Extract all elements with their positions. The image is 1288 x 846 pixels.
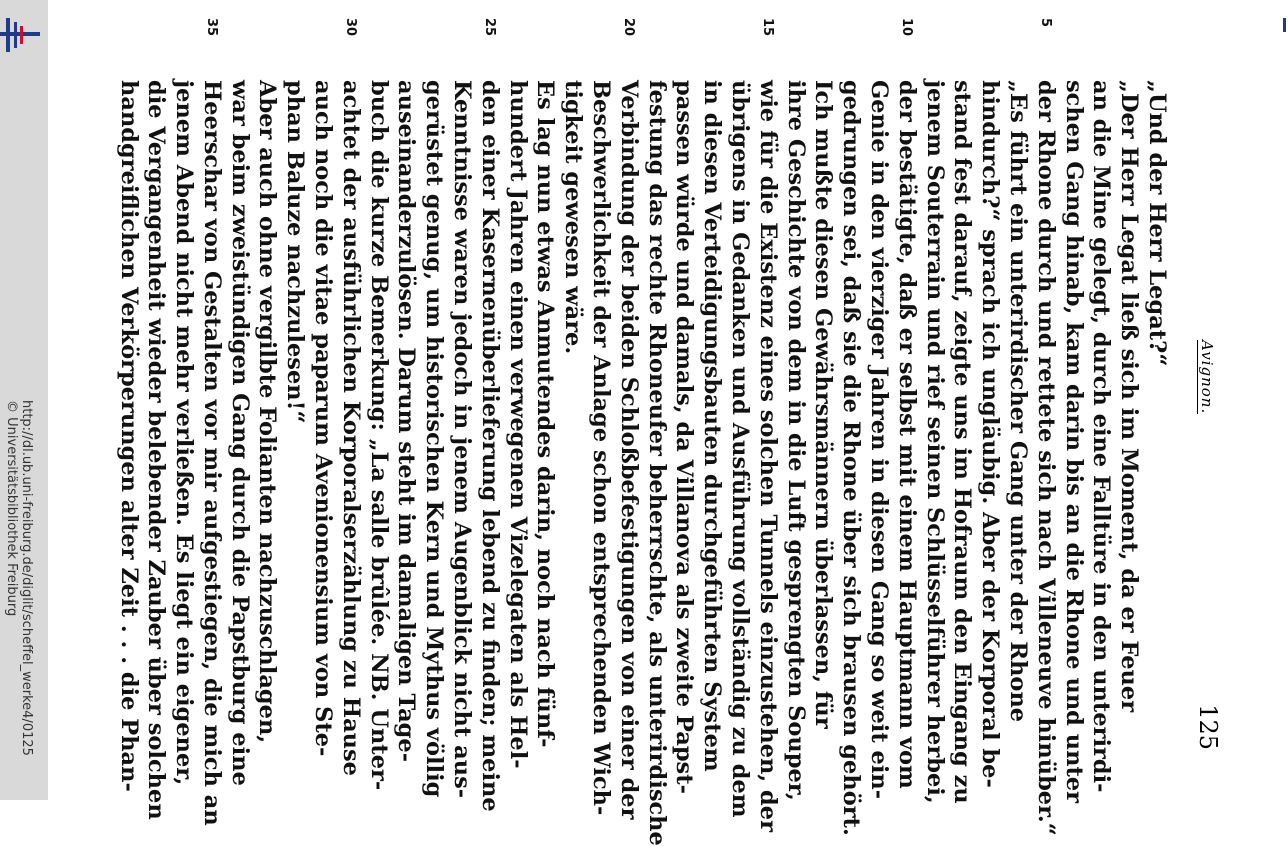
line-text: wie für die Existenz eines solchen Tunnels einzustehen, der xyxy=(754,80,781,832)
text-line xyxy=(864,80,893,800)
text-line xyxy=(392,80,420,763)
line-text: buch die kurze Bemerkung: „La salle brûlée. NB. Unter- xyxy=(365,80,392,791)
page-viewport xyxy=(115,0,1250,846)
running-head: Avignon. xyxy=(1198,340,1216,415)
line-text: gerüstet genug, um historischen Kern und Mythus völlig xyxy=(421,80,448,798)
text-line xyxy=(475,18,503,812)
line-text: in diesen Verteidigungsbauten durchgeführten System xyxy=(699,80,726,772)
line-text: Ich mußte diesen Gewährsmännern überlassen, für xyxy=(810,80,837,729)
text-line xyxy=(948,80,976,804)
copyright-notice: © Universitätsbibliothek Freiburg xyxy=(4,400,19,617)
line-number: 15 xyxy=(759,18,775,37)
text-line xyxy=(1059,80,1087,804)
line-text: Es lag nun etwas Anmutendes darin, noch nach fünf- xyxy=(532,80,559,748)
line-text: „Und der Herr Legat?“ xyxy=(1144,80,1170,367)
text-line xyxy=(697,80,726,772)
scroll-marker-icon xyxy=(1283,18,1286,32)
text-line xyxy=(892,18,920,789)
line-text: achtet der ausführlichen Korporalserzählung zu Hause xyxy=(337,80,364,776)
line-text: Verbindung der beiden Schloßbefestigungen von einer der xyxy=(615,80,642,820)
text-line xyxy=(225,80,253,786)
line-text: hundert Jahren einen verwegenen Vizelegaten als Hel- xyxy=(504,80,531,769)
text-line xyxy=(364,80,392,791)
line-number: 25 xyxy=(481,18,497,37)
text-line xyxy=(419,80,448,798)
text-line xyxy=(1087,80,1115,793)
line-number: 10 xyxy=(898,18,914,37)
line-text: jenem Abend nicht mehr verließen. Es liegt ein eigener, xyxy=(171,80,198,786)
line-text: tigkeit gewesen wäre. xyxy=(560,80,587,355)
viewer-sidebar xyxy=(0,0,48,800)
library-logo-icon xyxy=(0,18,44,52)
line-text: handgreiflichen Verkörperungen alter Zeit . . . die Phan- xyxy=(115,80,142,792)
text-line xyxy=(447,80,476,799)
line-number: 5 xyxy=(1037,18,1053,28)
text-line xyxy=(614,18,642,820)
line-text: ihre Geschichte von dem in die Luft gesprengten Souper, xyxy=(782,80,809,801)
text-line xyxy=(1003,80,1031,750)
text-line xyxy=(670,80,698,794)
text-line xyxy=(558,80,586,750)
line-text: war beim zweistündigen Gang durch die Papstburg eine xyxy=(226,80,253,786)
text-line xyxy=(197,18,225,826)
line-text: schen Gang hinab, kam darin bis an die Rhone und unter xyxy=(1060,80,1087,804)
line-text: gedrungen sei, daß sie die Rhone über sich brausen gehört. xyxy=(838,80,865,836)
page-number: 125 xyxy=(1194,704,1222,750)
line-number: 35 xyxy=(203,18,219,37)
line-text: an die Mine gelegt, durch eine Falltüre in den unterirdi- xyxy=(1088,80,1115,793)
line-text: die Vergangenheit wieder belebender Zauber über solchen xyxy=(143,80,170,820)
text-line xyxy=(809,80,837,750)
text-line xyxy=(1142,80,1170,750)
page-body-text xyxy=(114,18,1170,846)
line-text: auseinanderzulösen. Darum steht im damaligen Tage- xyxy=(393,80,420,763)
line-text: hindurch?“ sprach ich ungläubig. Aber der Korporal be- xyxy=(977,80,1004,788)
line-text: „Es führt ein unterirdischer Gang unter der Rhone xyxy=(1005,80,1032,723)
text-line xyxy=(781,80,809,801)
text-line xyxy=(753,18,781,832)
text-line xyxy=(114,80,142,792)
text-line xyxy=(836,80,865,836)
text-line xyxy=(920,80,948,804)
line-text: der Rhone durch und rettete sich nach Villeneuve hinüber.“ xyxy=(1032,80,1059,836)
text-line xyxy=(531,80,559,750)
text-line xyxy=(281,80,309,750)
text-line xyxy=(1114,80,1142,750)
text-line xyxy=(169,80,198,786)
line-text: jenem Souterrain und rief seinen Schlüsselführer herbei, xyxy=(921,80,948,804)
text-line xyxy=(725,80,754,818)
line-text: passen würde und damals, da Villanova als zweite Papst- xyxy=(671,80,698,794)
line-text: auch noch die vitae paparum Avenionensium von Ste- xyxy=(310,80,337,757)
scanned-page xyxy=(115,10,1240,846)
page-header xyxy=(1192,10,1222,790)
text-line xyxy=(308,80,337,757)
text-line xyxy=(142,80,170,820)
scrollbar-edge[interactable] xyxy=(1282,0,1288,800)
line-number: 30 xyxy=(342,18,358,37)
line-text: Kenntnisse waren jedoch in jenem Augenblick nicht aus- xyxy=(449,80,476,799)
text-line xyxy=(586,80,615,816)
text-line xyxy=(253,80,281,750)
text-line xyxy=(642,80,670,846)
line-text: „Der Herr Legat ließ sich im Moment, da er Feuer xyxy=(1116,80,1143,713)
line-text: übrigens in Gedanken und Ausführung vollständig zu dem xyxy=(727,80,754,818)
text-line xyxy=(975,80,1004,788)
line-text: Aber auch ohne vergilbte Folianten nachzuschlagen, xyxy=(254,80,281,744)
line-text: Genie in den vierziger Jahren in diesen Gang so weit ein- xyxy=(866,80,893,800)
line-text: stand fest darauf, zeigte uns im Hofraum den Eingang zu xyxy=(949,80,976,804)
text-line xyxy=(1031,18,1059,836)
text-line xyxy=(336,18,364,776)
source-url[interactable]: http://dl.ub.uni-freiburg.de/diglit/scheffel_werke4/0125 xyxy=(19,400,34,756)
line-text: Beschwerlichkeit der Anlage schon entsprechenden Wich- xyxy=(588,80,615,816)
line-text: Heerschar von Gestalten vor mir aufgestiegen, die mich an xyxy=(198,80,225,826)
text-line xyxy=(503,80,531,769)
line-number: 20 xyxy=(620,18,636,37)
line-text: den einer Kasernenüberlieferung lebend zu finden; meine xyxy=(476,80,503,812)
line-text: der bestätigte, daß er selbst mit einem Hauptmann vom xyxy=(893,80,920,789)
line-text: phan Baluze nachzulesen!“ xyxy=(282,80,309,424)
line-text: festung das rechte Rhoneufer beherrschte, als unterirdische xyxy=(643,80,670,846)
